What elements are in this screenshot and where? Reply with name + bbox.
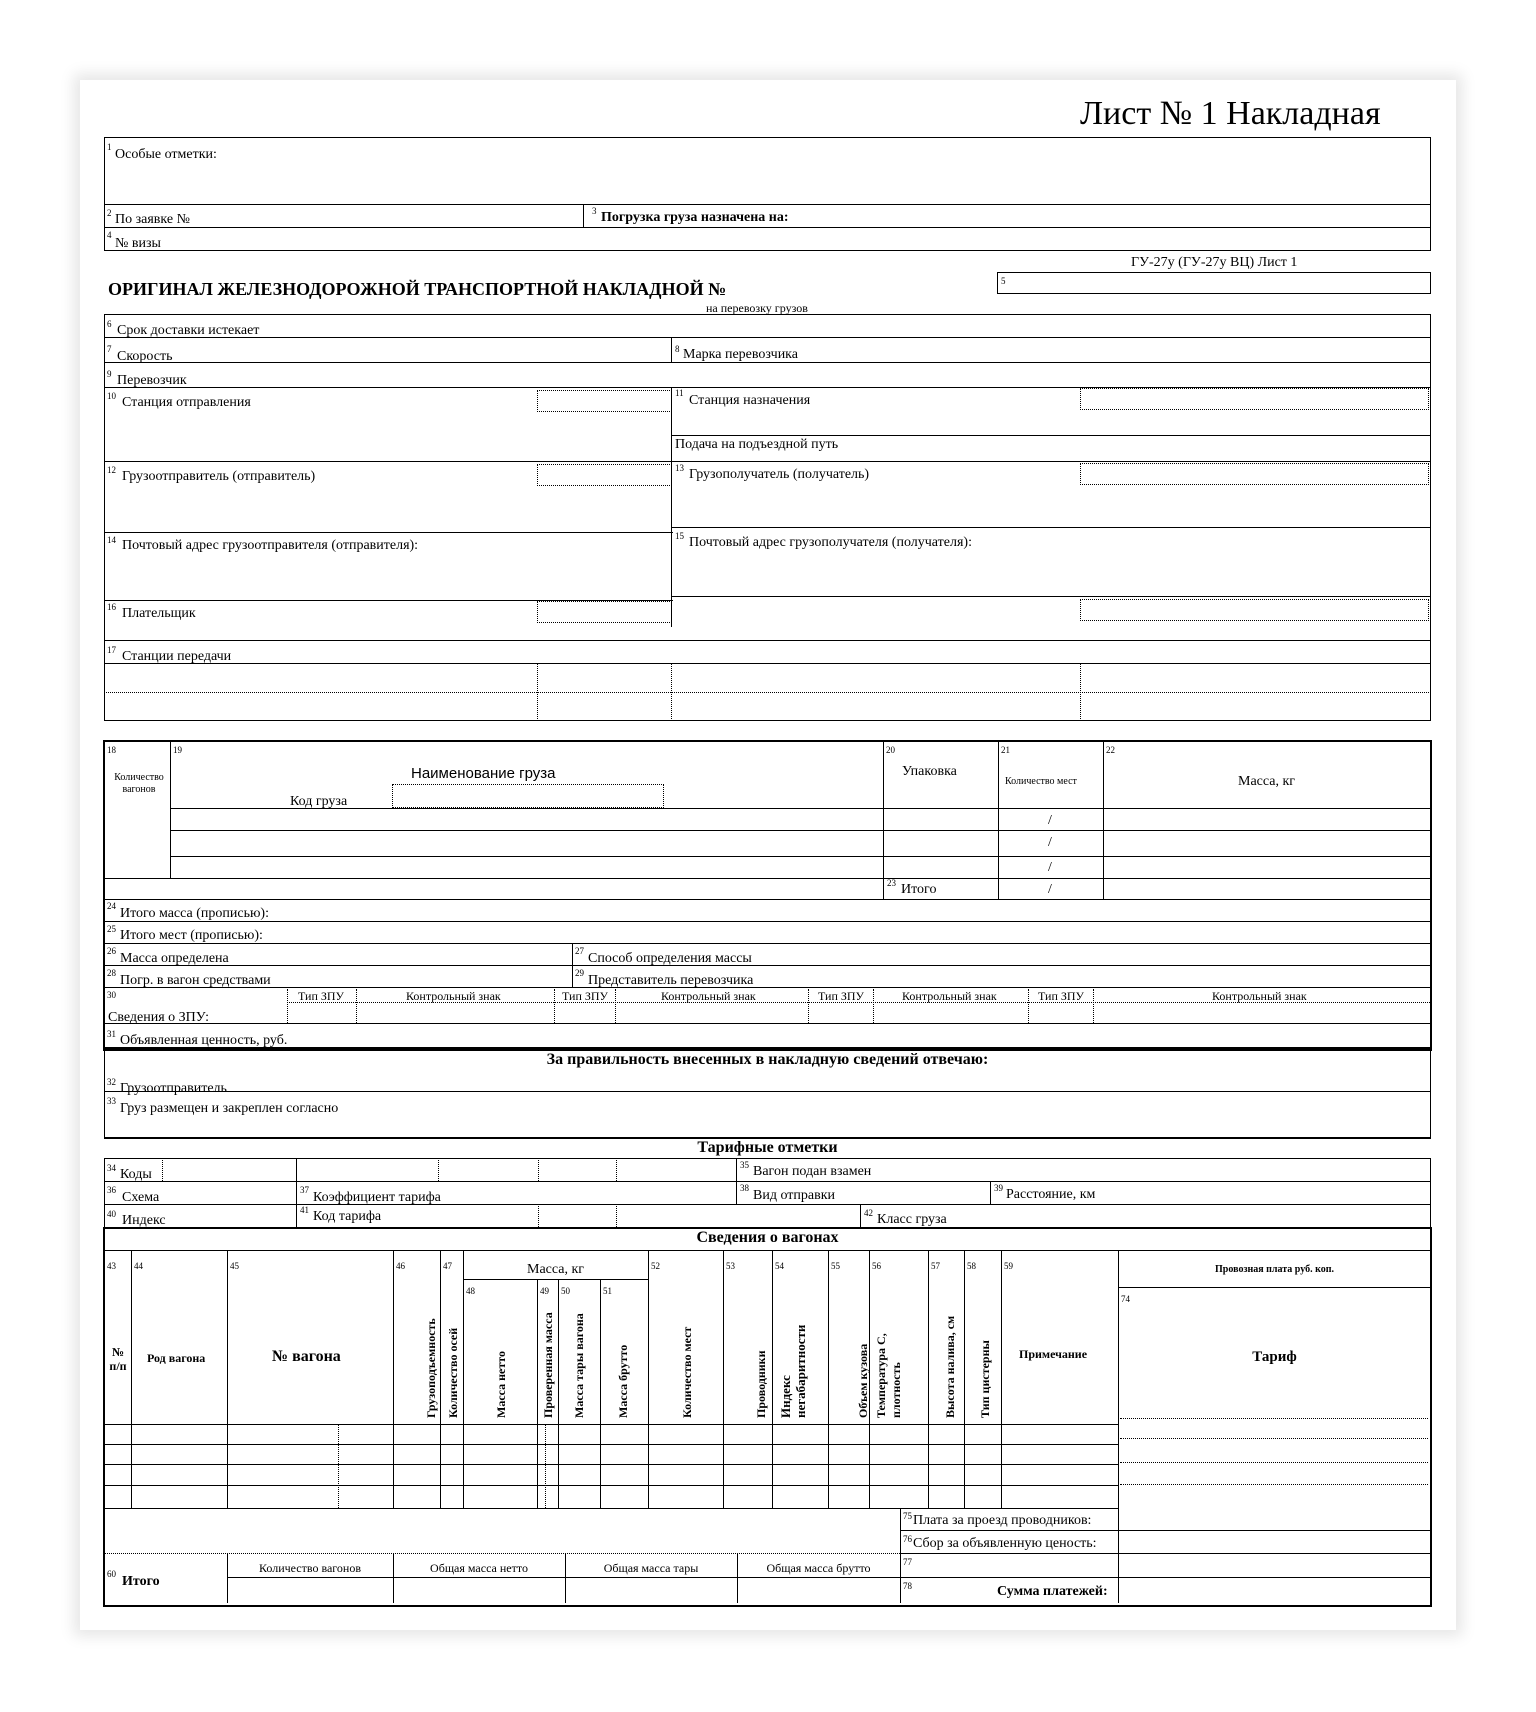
field-value-fee: Сбор за объявленную ценость: [913, 1536, 1097, 1551]
col-packing: Упаковка [902, 764, 957, 779]
field-number: 29 [575, 968, 584, 978]
field-total-places-words: Итого мест (прописью): [120, 928, 263, 943]
grid-line [170, 808, 1430, 809]
grid-line [170, 830, 1430, 831]
field-number: 26 [107, 946, 116, 956]
form-label: Контрольный знак [1212, 989, 1307, 1003]
grid-line [1118, 1287, 1431, 1288]
field-number: 76 [903, 1534, 912, 1544]
code-input-box[interactable] [392, 784, 664, 808]
field-siding: Подача на подъездной путь [675, 437, 839, 452]
cargo-total: Итого [901, 882, 937, 897]
col-fill-height: Высота налива, см [943, 1315, 957, 1418]
grid-line [440, 1250, 441, 1508]
field-delivery-deadline: Срок доставки истекает [117, 323, 260, 338]
field-zpu: Сведения о ЗПУ: [108, 1010, 210, 1025]
grid-line [616, 1160, 617, 1181]
field-number: 54 [775, 1261, 784, 1271]
grid-line [1093, 989, 1094, 1023]
field-number: 3 [592, 206, 597, 216]
field-number: 27 [575, 946, 584, 956]
grid-line [900, 1553, 1431, 1554]
grid-line [1120, 1462, 1428, 1463]
form-label: Контрольный знак [406, 989, 501, 1003]
col-cargo-code: Код груза [290, 794, 348, 809]
field-shipper-address: Почтовый адрес грузоотправителя (отправителя): [122, 538, 419, 553]
grid-line [1001, 1250, 1002, 1508]
field-number: 52 [651, 1261, 660, 1271]
col-conductors: Проводники [754, 1350, 768, 1418]
wagons-heading: Сведения о вагонах [696, 1229, 839, 1246]
grid-line [1118, 1250, 1119, 1508]
field-codes: Коды [120, 1167, 152, 1182]
field-index: Индекс [122, 1213, 166, 1228]
field-number: 20 [886, 745, 895, 755]
grid-line [227, 1577, 900, 1578]
grid-line [104, 1091, 1431, 1092]
field-securing: Груз размещен и закреплен согласно [120, 1101, 339, 1116]
form-label: / [1048, 860, 1052, 875]
grid-line [900, 1530, 1431, 1531]
grid-line [883, 742, 884, 899]
field-distance: Расстояние, км [1006, 1187, 1096, 1202]
field-number: 78 [903, 1581, 912, 1591]
field-number: 22 [1106, 745, 1115, 755]
col-wagon-kind: Род вагона [147, 1351, 206, 1365]
grid-line [808, 989, 809, 1023]
grid-line [287, 989, 288, 1023]
col-wagon-no: № вагона [272, 1348, 341, 1365]
field-number: 10 [107, 391, 116, 401]
grid-line [1028, 989, 1029, 1023]
field-number: 9 [107, 369, 112, 379]
field-departure-station: Станция отправления [122, 395, 251, 410]
grid-line [463, 1279, 648, 1280]
grid-line [104, 227, 1431, 228]
form-label: Контрольный знак [902, 989, 997, 1003]
col-temperature: Температура С, плотность [874, 1333, 903, 1418]
grid-line [600, 1279, 601, 1508]
field-speed: Скорость [117, 349, 173, 364]
grid-line [104, 965, 1430, 966]
col-tare-mass: Масса тары вагона [572, 1313, 586, 1418]
grid-line [723, 1250, 724, 1508]
col-mass: Масса, кг [1238, 774, 1296, 789]
grid-line [104, 1508, 1119, 1509]
sheet-title: Лист № 1 Накладная [1080, 95, 1381, 132]
grid-line [104, 921, 1430, 922]
field-mass-determined: Масса определена [120, 951, 229, 966]
col-cargo-name: Наименование груза [411, 765, 556, 782]
grid-line [104, 663, 1431, 664]
field-number: 35 [740, 1160, 749, 1170]
field-number: 37 [300, 1185, 309, 1195]
wagons-total: Итого [122, 1574, 160, 1589]
grid-line [104, 204, 1431, 205]
field-visa-no: № визы [115, 236, 161, 251]
col-net-mass: Масса нетто [494, 1351, 508, 1418]
grid-line [537, 663, 538, 719]
code-input-box[interactable] [1080, 388, 1429, 410]
grid-line [104, 878, 1430, 879]
grid-line [616, 1206, 617, 1227]
field-number: 41 [300, 1205, 309, 1215]
grid-line [170, 856, 1430, 857]
field-number: 44 [134, 1261, 143, 1271]
field-consignee: Грузополучатель (получатель) [689, 467, 870, 482]
field-number: 13 [675, 463, 684, 473]
grid-line [671, 337, 672, 362]
field-request-no: По заявке № [115, 212, 190, 227]
field-number: 23 [887, 878, 896, 888]
grid-line [104, 1464, 1119, 1465]
field-number: 57 [931, 1261, 940, 1271]
grid-line [873, 989, 874, 1023]
grid-line [537, 1279, 538, 1508]
grid-line [227, 1250, 228, 1508]
col-capacity: Грузоподъемность [424, 1318, 438, 1418]
grid-line [104, 943, 1430, 944]
field-transfer-stations: Станции передачи [122, 649, 232, 664]
field-number: 18 [107, 745, 116, 755]
form-label: Контрольный знак [661, 989, 756, 1003]
field-number: 8 [675, 344, 680, 354]
field-number: 31 [107, 1029, 116, 1039]
field-number: 45 [230, 1261, 239, 1271]
code-input-box[interactable] [1080, 463, 1429, 485]
field-mass-method: Способ определения массы [588, 951, 752, 966]
col-tank-type: Тип цистерны [978, 1340, 992, 1418]
field-loading-date: Погрузка груза назначена на: [601, 210, 789, 225]
field-number: 33 [107, 1096, 116, 1106]
field-conductor-fee: Плата за проезд проводников: [913, 1513, 1092, 1528]
grid-line [1103, 742, 1104, 899]
grid-line [104, 337, 1431, 338]
field-number: 14 [107, 535, 116, 545]
grid-line [648, 1250, 649, 1508]
field-number: 2 [107, 208, 112, 218]
field-shipper-sign: Грузоотправитель [120, 1081, 227, 1096]
main-title: ОРИГИНАЛ ЖЕЛЕЗНОДОРОЖНОЙ ТРАНСПОРТНОЙ НАКЛАДНОЙ № [108, 279, 727, 299]
grid-line [545, 1424, 546, 1508]
top-block [104, 137, 1431, 251]
grid-line [104, 1023, 1430, 1024]
grid-line [104, 692, 1429, 693]
col-oversize-index: Индекс негабаритности [778, 1324, 808, 1418]
col-places-count: Количество мест [680, 1326, 694, 1418]
field-number: 53 [726, 1261, 735, 1271]
grid-line [356, 989, 357, 1023]
grid-line [615, 989, 616, 1023]
col-axles: Количество осей [446, 1327, 460, 1418]
col-row-no: № п/п [109, 1345, 127, 1373]
col-freight: Провозная плата руб. коп. [1215, 1264, 1334, 1275]
field-number: 56 [872, 1261, 881, 1271]
field-carrier-mark: Марка перевозчика [683, 347, 798, 362]
cargo-block [103, 740, 1432, 1051]
field-number: 19 [173, 745, 182, 755]
grid-line [671, 596, 1431, 597]
responsibility-heading: За правильность внесенных в накладную сведений отвечаю: [546, 1051, 989, 1068]
grid-line [671, 387, 672, 627]
total-gross: Общая масса брутто [766, 1561, 871, 1575]
col-gross-mass: Масса брутто [616, 1344, 630, 1418]
field-number: 49 [540, 1286, 549, 1296]
field-total-payments: Сумма платежей: [997, 1584, 1108, 1599]
field-number: 51 [603, 1286, 612, 1296]
col-remark: Примечание [1019, 1347, 1088, 1361]
field-number: 16 [107, 602, 116, 612]
grid-line [104, 1485, 1119, 1486]
field-number: 47 [443, 1261, 452, 1271]
field-number: 34 [107, 1163, 116, 1173]
route-block [104, 314, 1431, 721]
field-number: 38 [740, 1183, 749, 1193]
form-label: / [1048, 813, 1052, 828]
grid-line [104, 532, 673, 533]
field-wagon-replaced: Вагон подан взамен [753, 1164, 872, 1179]
field-number: 60 [107, 1569, 116, 1579]
grid-line [671, 663, 672, 719]
field-number: 11 [675, 388, 684, 398]
form-label: Тип ЗПУ [1038, 989, 1085, 1003]
grid-line [772, 1250, 773, 1508]
grid-line [104, 461, 1431, 462]
grid-line [104, 1181, 1431, 1182]
grid-line [990, 1181, 991, 1204]
field-number: 28 [107, 968, 116, 978]
field-number: 42 [864, 1208, 873, 1218]
col-tariff: Тариф [1252, 1349, 1297, 1365]
field-number: 55 [831, 1261, 840, 1271]
field-number: 36 [107, 1185, 116, 1195]
field-number: 40 [107, 1209, 116, 1219]
field-number: 32 [107, 1077, 116, 1087]
field-number: 48 [466, 1286, 475, 1296]
grid-line [104, 1444, 1119, 1445]
total-wagons: Количество вагонов [258, 1561, 362, 1575]
col-body-volume: Объем кузова [856, 1343, 870, 1418]
grid-line [900, 1577, 1431, 1578]
field-number: 4 [107, 230, 112, 240]
field-number: 58 [967, 1261, 976, 1271]
code-input-box[interactable] [537, 464, 672, 486]
field-number: 12 [107, 465, 116, 475]
field-number: 25 [107, 924, 116, 934]
field-cargo-class: Класс груза [877, 1212, 947, 1227]
total-tare: Общая масса тары [603, 1561, 699, 1575]
grid-line [900, 1508, 901, 1603]
field-number: 59 [1004, 1261, 1013, 1271]
grid-line [928, 1250, 929, 1508]
field-number: 5 [1001, 276, 1006, 286]
subtitle: на перевозку грузов [706, 301, 808, 315]
field-scheme: Схема [122, 1190, 160, 1205]
form-label: Тип ЗПУ [562, 989, 609, 1003]
grid-line [296, 1158, 297, 1227]
grid-line [1118, 1250, 1431, 1251]
field-shipper: Грузоотправитель (отправитель) [122, 469, 316, 484]
grid-line [998, 808, 999, 900]
form-code: ГУ-27у (ГУ-27у ВЦ) Лист 1 [1131, 255, 1298, 270]
grid-line [964, 1250, 965, 1508]
field-number: 7 [107, 344, 112, 354]
field-carrier: Перевозчик [117, 373, 187, 388]
form-label: Тип ЗПУ [298, 989, 345, 1003]
grid-line [170, 742, 171, 879]
field-payer: Плательщик [122, 606, 196, 621]
col-wagon-count: Количество вагонов [114, 772, 164, 795]
grid-line [1120, 1484, 1428, 1485]
grid-line [671, 435, 1431, 436]
field-number: 15 [675, 531, 684, 541]
field-total-mass-words: Итого масса (прописью): [120, 906, 269, 921]
grid-line [438, 1160, 439, 1181]
code-input-box[interactable] [537, 601, 672, 623]
field-declared-value: Объявленная ценность, руб. [120, 1033, 288, 1048]
form-label: / [1048, 835, 1052, 850]
field-number: 17 [107, 645, 116, 655]
field-number: 77 [903, 1557, 912, 1567]
tariff-heading: Тарифные отметки [697, 1139, 838, 1156]
grid-line [1118, 1508, 1119, 1603]
field-number: 6 [107, 319, 112, 329]
field-destination-station: Станция назначения [689, 393, 811, 408]
grid-line [558, 1279, 559, 1508]
grid-line [131, 1250, 132, 1508]
field-number: 21 [1001, 745, 1010, 755]
field-tariff-coef: Коэффициент тарифа [313, 1190, 441, 1205]
grid-line [393, 1250, 394, 1508]
total-net: Общая масса нетто [430, 1561, 528, 1575]
field-number: 43 [107, 1261, 116, 1271]
grid-line [538, 1160, 539, 1181]
grid-line [104, 1424, 1119, 1425]
field-number: 1 [107, 142, 112, 152]
grid-line [860, 1204, 861, 1227]
field-number: 24 [107, 901, 116, 911]
form-label: Тип ЗПУ [818, 989, 865, 1003]
grid-line [1080, 663, 1081, 719]
grid-line [736, 1158, 737, 1204]
col-checked-mass: Проверенная масса [541, 1312, 555, 1418]
field-number: 46 [396, 1261, 405, 1271]
grid-line [104, 899, 1430, 900]
field-special-notes: Особые отметки: [115, 147, 217, 162]
grid-line [538, 1206, 539, 1227]
field-number: 30 [107, 990, 116, 1000]
code-input-box[interactable] [537, 390, 672, 412]
col-places: Количество мест [1005, 776, 1077, 787]
grid-line [671, 527, 1431, 528]
code-input-box[interactable] [1080, 599, 1429, 621]
col-mass-group: Масса, кг [527, 1262, 585, 1277]
grid-line [554, 989, 555, 1023]
field-number: 74 [1121, 1294, 1130, 1304]
grid-line [1120, 1418, 1428, 1419]
field-number: 50 [561, 1286, 570, 1296]
grid-line [583, 204, 584, 227]
waybill-number-box[interactable] [997, 272, 1431, 294]
grid-line [338, 1424, 339, 1508]
grid-line [828, 1250, 829, 1508]
field-loaded-by: Погр. в вагон средствами [120, 973, 271, 988]
field-tariff-code: Код тарифа [313, 1209, 382, 1224]
grid-line [104, 1553, 900, 1554]
field-consignee-address: Почтовый адрес грузополучателя (получателя): [689, 535, 972, 550]
grid-line [463, 1250, 464, 1508]
field-carrier-rep: Представитель перевозчика [588, 973, 754, 988]
grid-line [104, 640, 1431, 641]
grid-line [1120, 1438, 1428, 1439]
field-number: 75 [903, 1511, 912, 1521]
grid-line [162, 1160, 163, 1181]
field-shipment-type: Вид отправки [753, 1188, 835, 1203]
grid-line [572, 943, 573, 987]
form-label: / [1048, 882, 1052, 897]
field-number: 39 [994, 1183, 1003, 1193]
grid-line [104, 1250, 1119, 1251]
